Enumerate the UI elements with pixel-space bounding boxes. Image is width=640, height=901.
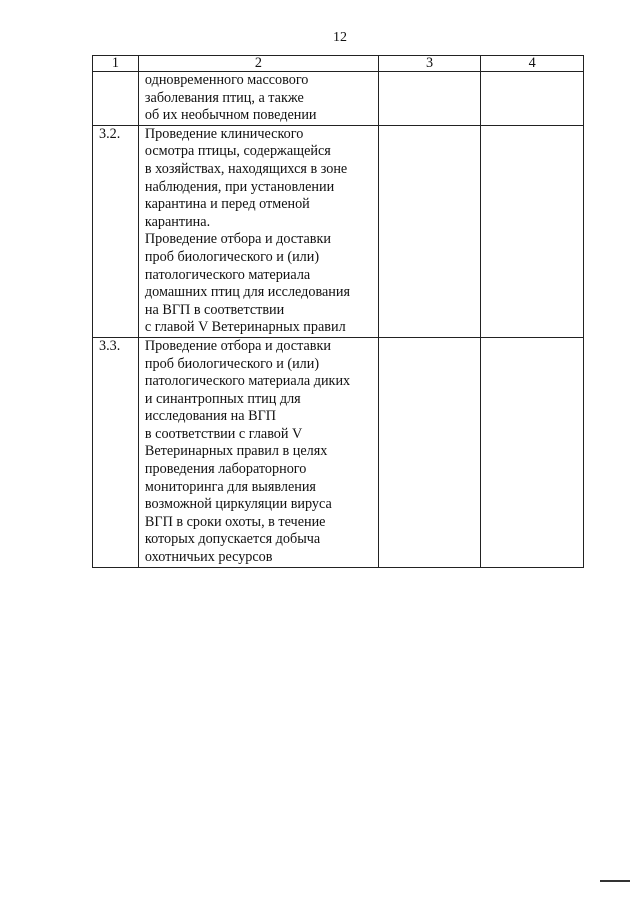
description-line: осмотра птицы, содержащейся [144, 143, 331, 160]
table-row [93, 337, 584, 567]
description-line: проведения лабораторного [144, 461, 307, 478]
header-col-3: 3 [378, 56, 481, 72]
row-col-3 [378, 72, 481, 126]
description-line: в соответствии с главой V [144, 425, 303, 442]
description-line: Ветеринарных правил в целях [144, 443, 328, 460]
row-col-3 [378, 125, 481, 337]
description-line: на ВГП в соответствии [144, 301, 285, 318]
page-edge-mark [600, 880, 630, 882]
row-col-4 [481, 337, 584, 567]
description-line: карантина и перед отменой [144, 196, 310, 213]
row-number: 3.3. [93, 337, 139, 567]
header-col-4: 4 [481, 56, 584, 72]
description-line: Проведение клинического [144, 125, 304, 142]
description-line: домашних птиц для исследования [144, 284, 350, 301]
description-line: проб биологического и (или) [144, 355, 320, 372]
header-col-2: 2 [138, 56, 378, 72]
description-line: одновременного массового [144, 72, 309, 88]
row-col-3 [378, 337, 481, 567]
description-line: исследования на ВГП [144, 408, 277, 425]
description-line: мониторинга для выявления [144, 478, 316, 495]
description-line: возможной циркуляции вируса [144, 496, 332, 513]
description-line: Проведение отбора и доставки [144, 337, 331, 354]
description-line: наблюдения, при установлении [144, 178, 335, 195]
row-number: 3.2. [93, 125, 139, 337]
description-line: карантина. [144, 213, 211, 230]
description-line: охотничьих ресурсов [144, 549, 273, 566]
description-line: с главой V Ветеринарных правил [144, 319, 346, 336]
table-row [93, 125, 584, 337]
description-line: и синантропных птиц для [144, 390, 301, 407]
description-line: Проведение отбора и доставки [144, 231, 331, 248]
page-number: 12 [333, 30, 347, 45]
table-header-row [93, 56, 584, 72]
row-col-4 [481, 125, 584, 337]
description-line: ВГП в сроки охоты, в течение [144, 513, 326, 530]
row-number [93, 72, 139, 126]
description-line: в хозяйствах, находящихся в зоне [144, 160, 348, 177]
description-line: патологического материала диких [144, 373, 351, 390]
header-col-1: 1 [93, 56, 139, 72]
row-description [138, 337, 378, 567]
row-description [138, 125, 378, 337]
row-col-4 [481, 72, 584, 126]
table-row [93, 72, 584, 126]
description-line: которых допускается добыча [144, 531, 321, 548]
measures-table [92, 55, 584, 568]
description-line: проб биологического и (или) [144, 248, 320, 265]
row-description [138, 72, 378, 126]
description-line: об их необычном поведении [144, 107, 317, 124]
description-line: заболевания птиц, а также [144, 89, 304, 106]
description-line: патологического материала [144, 266, 311, 283]
